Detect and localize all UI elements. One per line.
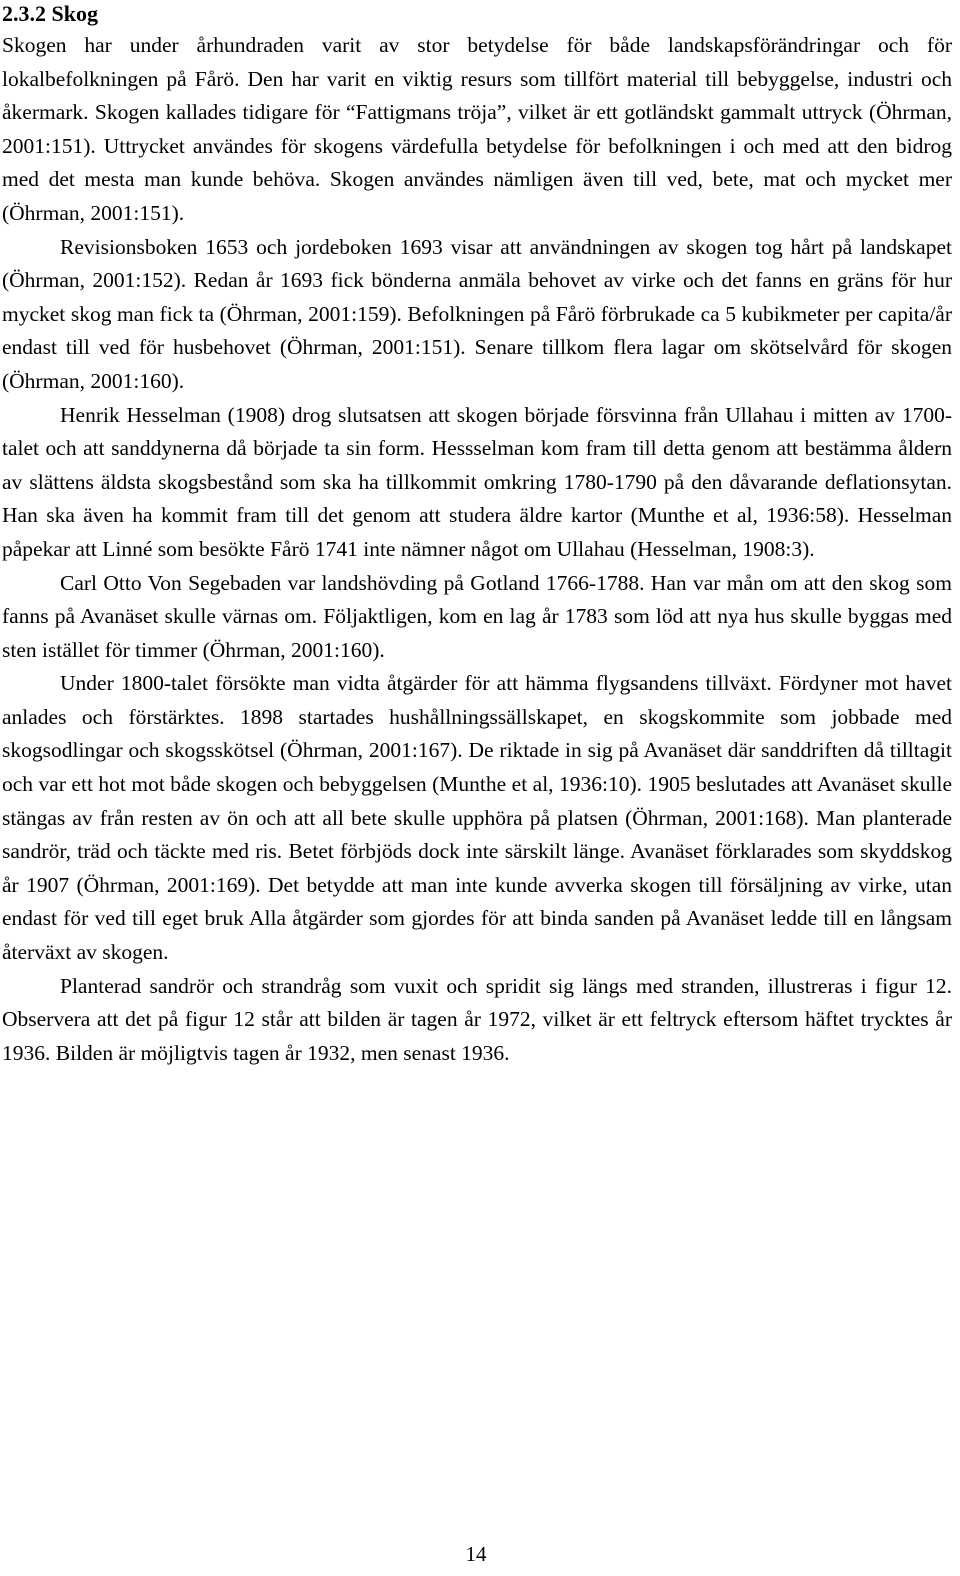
paragraph-figur-12: Planterad sandrör och strandråg som vuxit och spridit sig längs med stranden, illustreras i figur 12. Observera att det på figur 12 står att bilden är tagen år 1972, vilket är ett feltryck eftersom häftet trycktes år 1936. Bilden är möjligtvis tagen år 1932, men senast 1936.	[2, 973, 952, 1065]
page-number: 14	[465, 1542, 487, 1566]
body-text	[2, 29, 952, 1070]
section-heading: 2.3.2 Skog	[2, 1, 98, 26]
paragraph-revisionsboken: Revisionsboken 1653 och jordeboken 1693 visar att användningen av skogen tog hårt på landskapet (Öhrman, 2001:152). Redan år 1693 fick bönderna anmäla behovet av virke och det fanns en gräns för hur mycket skog man fick ta (Öhrman, 2001:159). Befolkningen på Fårö förbrukade ca 5 kubikmeter per capita/år endast till ved för husbehovet (Öhrman, 2001:151). Senare tillkom flera lagar om skötselvård för skogen (Öhrman, 2001:160).	[2, 234, 952, 393]
paragraph-1800-talet: Under 1800-talet försökte man vidta åtgärder för att hämma flygsandens tillväxt. Fördyner mot havet anlades och förstärktes. 1898 startades hushållningssällskapet, en skogskommite som jobbade med skogsodlingar och skogsskötsel (Öhrman, 2001:167). De riktade in sig på Avanäset där sanddriften då tilltagit och var ett hot mot både skogen och bebyggelsen (Munthe et al, 1936:10). 1905 beslutades att Avanäset skulle stängas av från resten av ön och att all bete skulle upphöra på platsen (Öhrman, 2001:168). Man planterade sandrör, träd och täckte med ris. Betet förbjöds dock inte särskilt länge. Avanäset förklarades som skyddskog år 1907 (Öhrman, 2001:169). Det betydde att man inte kunde avverka skogen till försäljning av virke, utan endast för ved till eget bruk Alla åtgärder som gjordes för att binda sanden på Avanäset ledde till en långsam återväxt av skogen.	[2, 671, 952, 965]
paragraph-segebaden: Carl Otto Von Segebaden var landshövding på Gotland 1766-1788. Han var mån om att den skog som fanns på Avanäset skulle värnas om. Följaktligen, kom en lag år 1783 som löd att nya hus skulle byggas med sten istället för timmer (Öhrman, 2001:160).	[2, 570, 952, 662]
paragraph-hesselman: Henrik Hesselman (1908) drog slutsatsen att skogen började försvinna från Ullahau i mitten av 1700-talet och att sanddynerna då började ta sin form. Hessselman kom fram till detta genom att bestämma åldern av slättens äldsta skogsbestånd som ska ha tillkommit omkring 1780-1790 på den dåvarande deflationsytan. Han ska även ha kommit fram till det genom att studera äldre kartor (Munthe et al, 1936:58). Hesselman påpekar att Linné som besökte Fårö 1741 inte nämner något om Ullahau (Hesselman, 1908:3).	[2, 402, 952, 561]
paragraph-forest-importance: Skogen har under århundraden varit av stor betydelse för både landskapsförändringar och för lokalbefolkningen på Fårö. Den har varit en viktig resurs som tillfört material till bebyggelse, industri och åkermark. Skogen kallades tidigare för “Fattigmans tröja”, vilket är ett gotländskt gammalt uttryck (Öhrman, 2001:151). Uttrycket användes för skogens värdefulla betydelse för befolkningen i och med att den bidrog med det mesta man kunde behöva. Skogen användes nämligen även till ved, bete, mat och mycket mer (Öhrman, 2001:151).	[2, 33, 952, 225]
